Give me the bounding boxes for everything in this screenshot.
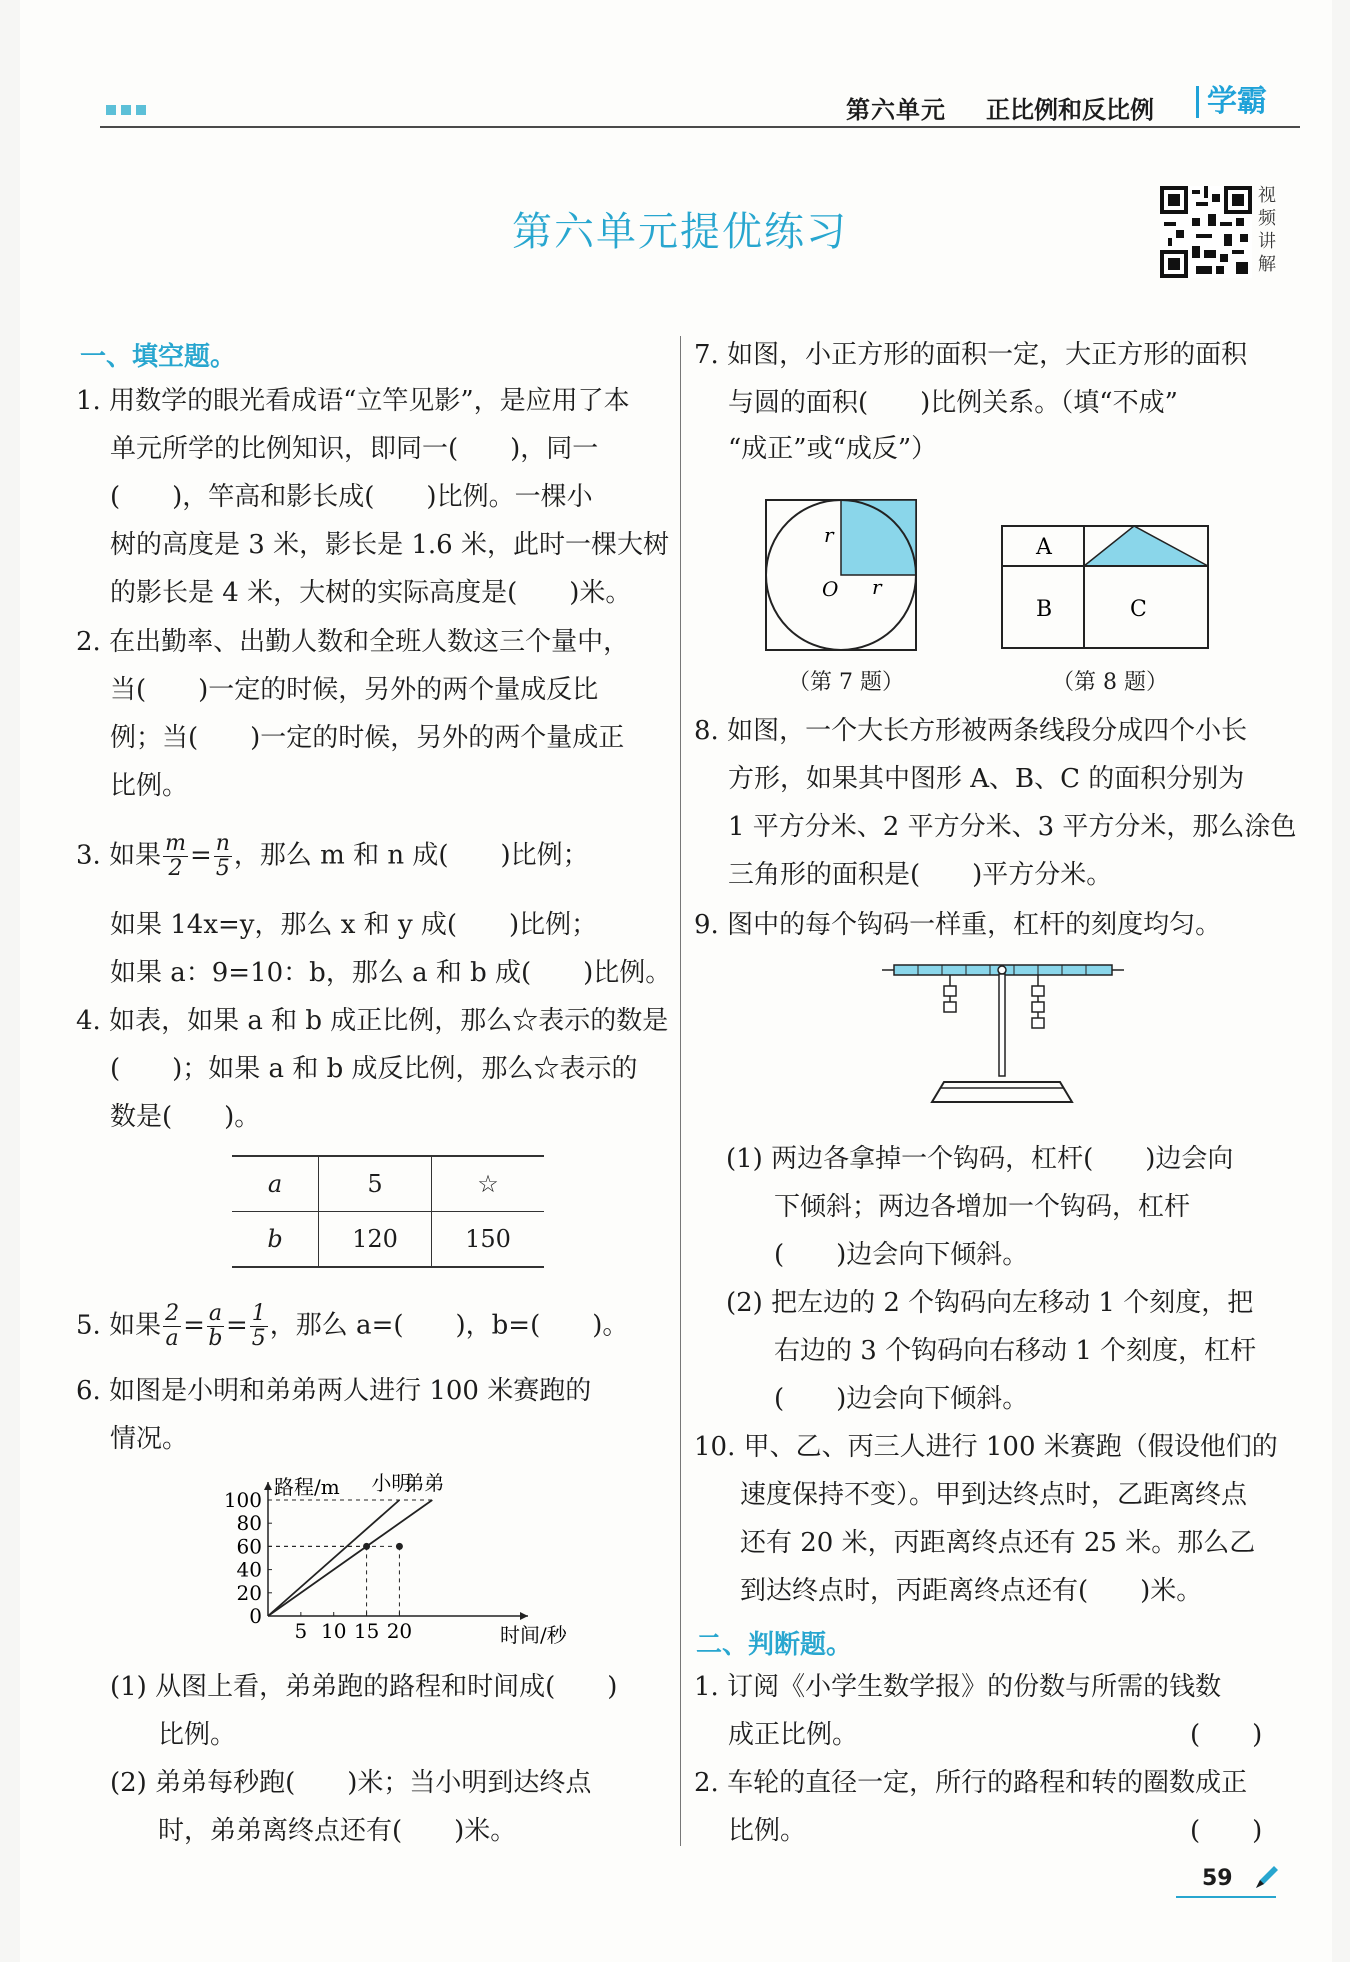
frac-den: 5 <box>215 856 230 881</box>
page-number-rule <box>1176 1896 1276 1898</box>
table-cell: a <box>232 1156 319 1212</box>
q5-line <box>76 1302 628 1351</box>
fraction <box>250 1302 268 1351</box>
q6-line: 6. 如图是小明和弟弟两人进行 100 米赛跑的 <box>76 1376 592 1406</box>
equals: = <box>183 1310 205 1341</box>
frac-den: b <box>208 1326 223 1351</box>
q4-line: 数是( )。 <box>110 1102 261 1132</box>
pencil-icon <box>1252 1864 1280 1892</box>
y-axis-arrow <box>264 1482 272 1490</box>
frac-den: 5 <box>251 1326 266 1351</box>
q8-line: 三角形的面积是( )平方分米。 <box>728 860 1113 890</box>
q6-1-line: (1) 从图上看，弟弟跑的路程和时间成( ) <box>110 1672 618 1702</box>
equals: = <box>189 840 212 871</box>
q8-line: 8. 如图，一个大长方形被两条线段分成四个小长 <box>694 716 1248 746</box>
j1-line: 成正比例。 <box>728 1720 859 1750</box>
q3-suffix: ，那么 m 和 n 成( )比例； <box>233 840 589 871</box>
brand-logo: 学霸 <box>1196 86 1267 118</box>
frac-den: a <box>165 1326 179 1351</box>
figure-7 <box>762 492 922 662</box>
header-unit: 第六单元 <box>846 96 946 124</box>
q7-line: 与圆的面积( )比例关系。（填“不成” <box>728 388 1178 418</box>
j2-line: 2. 车轮的直径一定，所行的路程和转的圈数成正 <box>694 1768 1248 1798</box>
q3-line: 如果 a：9=10：b，那么 a 和 b 成( )比例。 <box>110 958 672 988</box>
q8-line: 1 平方分米、2 平方分米、3 平方分米，那么涂色 <box>728 812 1297 842</box>
center-label: O <box>822 577 839 601</box>
table-cell: ☆ <box>432 1156 545 1212</box>
fraction <box>214 832 232 881</box>
q9-1-line: (1) 两边各拿掉一个钩码，杠杆( )边会向 <box>726 1144 1234 1174</box>
section-judge-heading: 二、判断题。 <box>696 1630 853 1660</box>
frac-num: 1 <box>251 1301 266 1326</box>
lever-figure <box>880 956 1126 1106</box>
q2-line: 例；当( )一定的时候，另外的两个量成正 <box>110 723 625 753</box>
q6-2-line: (2) 弟弟每秒跑( )米；当小明到达终点 <box>110 1768 592 1798</box>
q3-line: 如果 14x=y，那么 x 和 y 成( )比例； <box>110 910 598 940</box>
q4-line: ( )；如果 a 和 b 成反比例，那么☆表示的 <box>110 1054 638 1084</box>
q10-line: 到达终点时，丙距离终点还有( )米。 <box>740 1576 1203 1606</box>
y-tick-label: 20 <box>236 1580 262 1605</box>
q4-line: 4. 如表，如果 a 和 b 成正比例，那么☆表示的数是 <box>76 1006 669 1036</box>
q7-line: “成正”或“成反”） <box>728 434 938 464</box>
q1-line: 的影长是 4 米，大树的实际高度是( )米。 <box>110 578 632 608</box>
table-cell: 5 <box>319 1156 432 1212</box>
q3-line <box>76 832 589 881</box>
y-tick-label: 0 <box>249 1604 262 1628</box>
x-tick-label: 15 <box>353 1619 380 1643</box>
frac-num: a <box>208 1301 222 1326</box>
column-divider <box>680 336 681 1846</box>
x-tick-label: 20 <box>386 1619 413 1643</box>
fraction <box>163 1302 181 1351</box>
q2-line: 比例。 <box>110 771 189 801</box>
series-line-2 <box>268 1500 432 1616</box>
frac-num: m <box>165 831 186 856</box>
series-label: 弟弟 <box>404 1471 445 1495</box>
radius-label: r <box>824 523 834 547</box>
fraction <box>163 832 188 881</box>
region-a-label: A <box>1036 535 1052 560</box>
q7-line: 7. 如图，小正方形的面积一定，大正方形的面积 <box>694 340 1248 370</box>
y-tick-label: 40 <box>236 1557 262 1582</box>
table-cell: 120 <box>319 1212 432 1268</box>
q3-prefix: 3. 如果 <box>76 840 162 871</box>
section-fill-heading: 一、填空题。 <box>80 342 237 372</box>
data-table <box>232 1155 544 1268</box>
frac-num: n <box>215 831 230 856</box>
q2-line: 2. 在出勤率、出勤人数和全班人数这三个量中， <box>76 627 630 657</box>
q10-line: 还有 20 米，丙距离终点还有 25 米。那么乙 <box>740 1528 1256 1558</box>
header-decoration <box>106 100 186 114</box>
j2-line: 比例。 <box>728 1816 807 1846</box>
region-c-label: C <box>1130 597 1147 622</box>
q2-line: 当( )一定的时候，另外的两个量成反比 <box>110 675 599 705</box>
page-title: 第六单元提优练习 <box>512 209 848 255</box>
j2-answer-blank[interactable]: ( ) <box>1190 1816 1263 1846</box>
q6-2-line: 时，弟弟离终点还有( )米。 <box>158 1816 517 1846</box>
y-tick-label: 80 <box>236 1511 262 1536</box>
q10-line: 速度保持不变）。甲到达终点时，乙距离终点 <box>740 1480 1248 1510</box>
series-line-1 <box>268 1500 399 1616</box>
q9-1-line: ( )边会向下倾斜。 <box>774 1240 1029 1270</box>
q1-line: ( )，竿高和影长成( )比例。一棵小 <box>110 482 593 512</box>
x-axis-label: 时间/秒 <box>500 1623 567 1647</box>
qr-code-icon[interactable] <box>1160 186 1252 278</box>
q9-2-line: (2) 把左边的 2 个钩码向左移动 1 个刻度，把 <box>726 1288 1254 1318</box>
table-row <box>232 1156 544 1212</box>
y-tick-label: 60 <box>236 1534 262 1559</box>
header-topic: 正比例和反比例 <box>986 96 1154 124</box>
j1-answer-blank[interactable]: ( ) <box>1190 1720 1263 1750</box>
q8-line: 方形，如果其中图形 A、B、C 的面积分别为 <box>728 764 1245 794</box>
race-chart <box>200 1466 580 1656</box>
fraction <box>207 1302 224 1351</box>
qr-label: 视频讲解 <box>1258 185 1276 275</box>
figure-8 <box>998 520 1214 654</box>
x-axis-arrow <box>520 1612 528 1620</box>
q5-prefix: 5. 如果 <box>76 1310 162 1341</box>
y-tick-label: 100 <box>223 1488 262 1512</box>
equals: = <box>226 1310 248 1341</box>
radius-label: r <box>872 575 882 599</box>
y-axis-label: 路程/m <box>274 1475 340 1499</box>
page-number: 59 <box>1202 1866 1233 1891</box>
x-tick-label: 10 <box>320 1619 347 1643</box>
table-cell: 150 <box>432 1212 545 1268</box>
frac-num: 2 <box>165 1301 180 1326</box>
data-point <box>396 1543 403 1550</box>
q5-suffix: ，那么 a=( )，b=( )。 <box>269 1310 629 1341</box>
q10-line: 10. 甲、乙、丙三人进行 100 米赛跑（假设他们的 <box>694 1432 1278 1462</box>
q1-line: 树的高度是 3 米，影长是 1.6 米，此时一棵大树 <box>110 530 669 560</box>
x-tick-label: 5 <box>294 1619 308 1643</box>
j1-line: 1. 订阅《小学生数学报》的份数与所需的钱数 <box>694 1672 1222 1702</box>
figure-7-caption: （第 7 题） <box>788 670 904 695</box>
header-rule <box>100 126 1300 128</box>
q9-2-line: ( )边会向下倾斜。 <box>774 1384 1029 1414</box>
q9-2-line: 右边的 3 个钩码向右移动 1 个刻度，杠杆 <box>774 1336 1257 1366</box>
q9-1-line: 下倾斜；两边各增加一个钩码，杠杆 <box>774 1192 1191 1222</box>
series-label: 小明 <box>371 1471 412 1495</box>
figure-8-caption: （第 8 题） <box>1052 670 1168 695</box>
region-b-label: B <box>1036 597 1053 622</box>
q6-line: 情况。 <box>110 1424 189 1454</box>
table-row <box>232 1212 544 1268</box>
q1-line: 1. 用数学的眼光看成语“立竿见影”，是应用了本 <box>76 386 630 416</box>
q6-1-line: 比例。 <box>158 1720 237 1750</box>
q1-line: 单元所学的比例知识，即同一( )，同一 <box>110 434 599 464</box>
table-cell: b <box>232 1212 319 1268</box>
frac-den: 2 <box>168 856 183 881</box>
q9-line: 9. 图中的每个钩码一样重，杠杆的刻度均匀。 <box>694 910 1222 940</box>
